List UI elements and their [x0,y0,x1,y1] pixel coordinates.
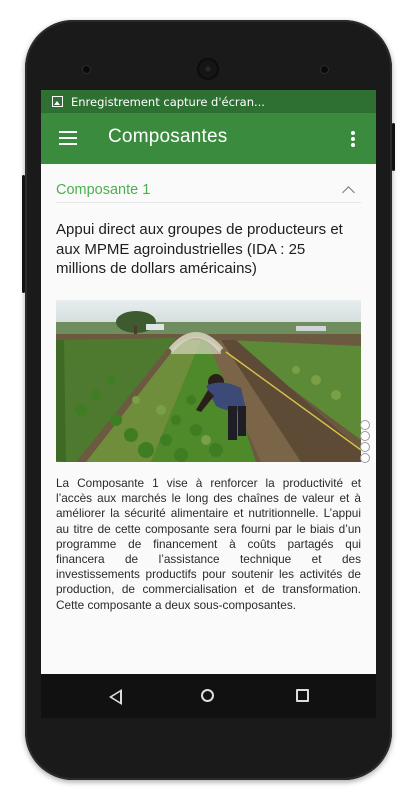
section-paragraph: La Composante 1 vise à renforcer la productivité et l’accès aux marchés le long des chaînes de valeur et à améliorer la sécurité alimentaire et nutritionnelle. L’appui au titre de cette composante sera fourni par le biais d’un programme de financement à coûts partagés qui financera de l’assistance technique et des investissements productifs pour soutenir les activités de production, de commercialisation et de transformation. Cette composante a deux sous-composantes. [56,476,361,612]
chevron-up-icon[interactable] [342,186,355,199]
hamburger-icon[interactable] [59,131,77,145]
notification-text: Enregistrement capture d'écran... [71,94,265,109]
volume-button [22,175,25,293]
divider [56,202,361,203]
power-button [392,123,395,171]
section-heading: Appui direct aux groupes de producteurs et aux MPME agroindustrielles (IDA : 25 millions de dollars américains) [56,221,343,277]
scroll-indicator[interactable] [360,420,372,464]
section-header-label[interactable]: Composante 1 [56,182,151,198]
recents-icon[interactable] [296,689,309,702]
screen [41,90,376,718]
home-icon[interactable] [201,689,214,702]
sensor [321,66,328,73]
image-icon [52,96,63,107]
front-camera [83,66,90,73]
status-bar [41,90,376,113]
field-photo [56,300,361,462]
app-bar [41,113,376,164]
content-area[interactable] [41,164,376,674]
navigation-bar [41,674,376,718]
more-vert-icon[interactable] [350,131,356,147]
page-title: Composantes [108,126,228,147]
back-icon[interactable] [109,689,122,705]
earpiece-speaker [197,58,219,80]
